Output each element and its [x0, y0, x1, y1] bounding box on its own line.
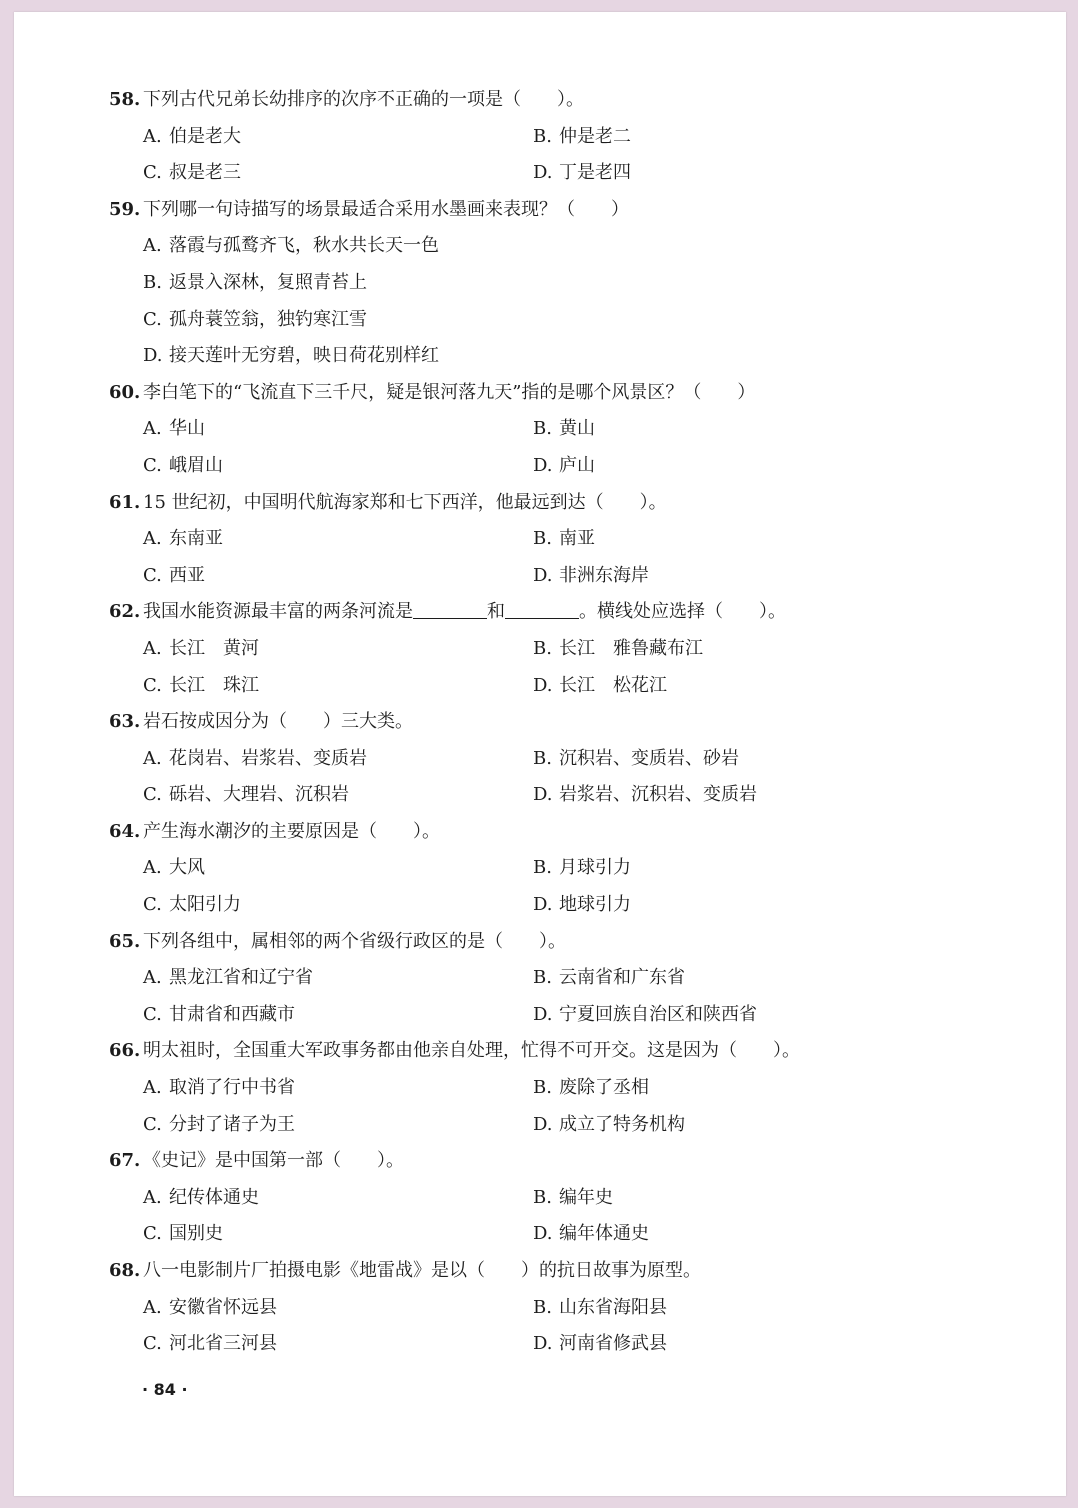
- option-label: D.: [533, 162, 553, 184]
- question-number: 58.: [109, 89, 141, 110]
- option-label: B.: [533, 857, 552, 879]
- option-row: [109, 741, 1009, 778]
- option-c: [143, 155, 241, 192]
- option-row: [109, 448, 1009, 485]
- question-stem: [109, 704, 1009, 741]
- option-c: [143, 777, 349, 814]
- option-text: 宁夏回族自治区和陕西省: [559, 1003, 757, 1025]
- option-text: 长江 黄河: [169, 637, 259, 659]
- option-row: [109, 631, 1009, 668]
- option-text: 太阳引力: [169, 894, 241, 916]
- question-number: 59.: [109, 198, 141, 220]
- question-number: 66.: [109, 1040, 141, 1062]
- question-59: [109, 192, 1009, 375]
- question-63: [109, 704, 1009, 814]
- question-stem: [109, 1033, 1009, 1070]
- option-label: A.: [143, 528, 162, 550]
- question-stem: [109, 814, 1009, 851]
- question-stem: [109, 192, 1009, 229]
- option-label: D.: [533, 784, 553, 806]
- option-text: 黄山: [559, 418, 595, 440]
- question-text: 李白笔下的“飞流直下三千尺，疑是银河落九天”指的是哪个风景区？（ ）: [143, 381, 756, 403]
- option-label: A.: [143, 125, 162, 147]
- option-label: B.: [533, 637, 552, 659]
- option-text: 返景入深林，复照青苔上: [169, 271, 367, 293]
- option-b: [533, 411, 595, 448]
- option-text: 伯是老大: [169, 125, 241, 147]
- option-b: [143, 265, 367, 302]
- option-label: B.: [533, 967, 552, 989]
- option-label: A.: [143, 747, 162, 769]
- option-row: [109, 338, 1009, 375]
- question-stem: [109, 82, 1009, 119]
- question-text: 下列哪一句诗描写的场景最适合采用水墨画来表现？（ ）: [143, 198, 629, 220]
- option-text: 山东省海阳县: [559, 1296, 667, 1318]
- option-text: 纪传体通史: [169, 1186, 259, 1208]
- option-text: 大风: [169, 857, 205, 879]
- option-text: 花岗岩、岩浆岩、变质岩: [169, 747, 367, 769]
- option-c: [143, 558, 205, 595]
- option-b: [533, 741, 739, 778]
- option-label: A.: [143, 1296, 162, 1318]
- question-text: 明太祖时，全国重大军政事务都由他亲自处理，忙得不可开交。这是因为（ ）。: [143, 1040, 800, 1062]
- question-62: [109, 594, 1009, 704]
- option-text: 取消了行中书省: [169, 1077, 295, 1099]
- option-row: [109, 521, 1009, 558]
- option-row: [109, 1326, 1009, 1363]
- option-label: B.: [533, 1186, 552, 1208]
- option-text: 长江 珠江: [169, 674, 259, 696]
- question-stem: [109, 375, 1009, 412]
- option-text: 砾岩、大理岩、沉积岩: [169, 784, 349, 806]
- option-row: [109, 777, 1009, 814]
- option-c: [143, 1216, 223, 1253]
- option-text: 废除了丞相: [559, 1077, 649, 1099]
- option-label: C.: [143, 1223, 162, 1245]
- option-a: [143, 411, 205, 448]
- option-text: 云南省和广东省: [559, 967, 685, 989]
- question-stem: [109, 924, 1009, 961]
- question-number: 64.: [109, 820, 141, 842]
- option-row: [109, 668, 1009, 705]
- option-d: [533, 448, 595, 485]
- option-text: 岩浆岩、沉积岩、变质岩: [559, 784, 757, 806]
- fill-blank: [505, 598, 579, 619]
- option-label: C.: [143, 308, 162, 330]
- option-text: 峨眉山: [169, 454, 223, 476]
- question-stem: [109, 1143, 1009, 1180]
- option-label: D.: [533, 894, 553, 916]
- option-d: [533, 997, 757, 1034]
- option-a: [143, 521, 223, 558]
- document-page: [14, 12, 1066, 1496]
- option-text: 丁是老四: [559, 162, 631, 184]
- option-label: A.: [143, 235, 162, 257]
- option-row: [109, 887, 1009, 924]
- option-label: B.: [533, 418, 552, 440]
- option-text: 落霞与孤鹜齐飞，秋水共长天一色: [169, 235, 439, 257]
- option-label: B.: [533, 1296, 552, 1318]
- option-a: [143, 741, 367, 778]
- question-list: [109, 82, 1009, 1363]
- option-text: 河南省修武县: [559, 1333, 667, 1355]
- option-a: [143, 119, 241, 156]
- option-d: [533, 1107, 685, 1144]
- option-text: 地球引力: [559, 894, 631, 916]
- question-66: [109, 1033, 1009, 1143]
- question-text: 下列各组中，属相邻的两个省级行政区的是（ ）。: [143, 930, 566, 952]
- option-label: D.: [533, 674, 553, 696]
- option-c: [143, 448, 223, 485]
- option-row: [109, 997, 1009, 1034]
- question-stem: [109, 594, 1009, 631]
- option-label: C.: [143, 1113, 162, 1135]
- option-label: D.: [533, 564, 553, 586]
- option-label: B.: [533, 747, 552, 769]
- question-61: [109, 485, 1009, 595]
- option-text: 庐山: [559, 454, 595, 476]
- question-text: 八一电影制片厂拍摄电影《地雷战》是以（ ）的抗日故事为原型。: [143, 1260, 701, 1281]
- option-c: [143, 1107, 295, 1144]
- option-text: 安徽省怀远县: [169, 1296, 277, 1318]
- option-a: [143, 1290, 277, 1327]
- option-b: [533, 1290, 667, 1327]
- option-label: D.: [533, 1333, 553, 1355]
- option-d: [143, 338, 439, 375]
- option-text: 编年体通史: [559, 1223, 649, 1245]
- option-a: [143, 228, 439, 265]
- question-text: 产生海水潮汐的主要原因是（ ）。: [143, 820, 440, 842]
- option-text: 长江 松花江: [559, 674, 667, 696]
- option-row: [109, 302, 1009, 339]
- option-row: [109, 850, 1009, 887]
- option-row: [109, 265, 1009, 302]
- option-text: 叔是老三: [169, 162, 241, 184]
- option-b: [533, 1180, 613, 1217]
- option-label: C.: [143, 784, 162, 806]
- option-label: B.: [533, 528, 552, 550]
- question-number: 67.: [109, 1150, 141, 1172]
- option-d: [533, 668, 667, 705]
- question-text-part: 我国水能资源最丰富的两条河流是: [143, 601, 413, 623]
- option-label: C.: [143, 1333, 162, 1355]
- option-label: D.: [533, 454, 553, 476]
- question-text-part: 和: [487, 601, 505, 623]
- question-60: [109, 375, 1009, 485]
- option-label: A.: [143, 418, 162, 440]
- option-row: [109, 228, 1009, 265]
- option-row: [109, 411, 1009, 448]
- option-row: [109, 119, 1009, 156]
- fill-blank: [413, 598, 487, 619]
- option-c: [143, 887, 241, 924]
- option-text: 长江 雅鲁藏布江: [559, 637, 703, 659]
- option-label: A.: [143, 967, 162, 989]
- option-text: 分封了诸子为王: [169, 1113, 295, 1135]
- option-c: [143, 668, 259, 705]
- option-text: 河北省三河县: [169, 1333, 277, 1355]
- question-64: [109, 814, 1009, 924]
- option-text: 西亚: [169, 564, 205, 586]
- question-stem: [109, 485, 1009, 522]
- option-b: [533, 631, 703, 668]
- option-c: [143, 997, 295, 1034]
- question-number: 65.: [109, 930, 141, 952]
- option-text: 国别史: [169, 1223, 223, 1245]
- option-label: A.: [143, 1077, 162, 1099]
- option-text: 南亚: [559, 528, 595, 550]
- option-row: [109, 1070, 1009, 1107]
- option-c: [143, 1326, 277, 1363]
- question-67: [109, 1143, 1009, 1253]
- question-number: 60.: [109, 381, 141, 403]
- option-label: C.: [143, 162, 162, 184]
- option-label: C.: [143, 894, 162, 916]
- option-d: [533, 155, 631, 192]
- question-number: 63.: [109, 711, 141, 733]
- option-text: 仲是老二: [559, 125, 631, 147]
- question-68: [109, 1253, 1009, 1363]
- question-text: 15 世纪初，中国明代航海家郑和七下西洋，他最远到达（ ）。: [143, 491, 667, 513]
- question-text: 岩石按成因分为（ ）三大类。: [143, 711, 413, 733]
- option-label: D.: [533, 1223, 553, 1245]
- option-b: [533, 1070, 649, 1107]
- option-label: D.: [533, 1113, 553, 1135]
- option-d: [533, 1216, 649, 1253]
- option-label: B.: [143, 271, 162, 293]
- option-a: [143, 960, 313, 997]
- option-b: [533, 521, 595, 558]
- question-number: 68.: [109, 1260, 141, 1281]
- option-text: 孤舟蓑笠翁，独钓寒江雪: [169, 308, 367, 330]
- option-text: 华山: [169, 418, 205, 440]
- option-row: [109, 1216, 1009, 1253]
- option-b: [533, 960, 685, 997]
- option-row: [109, 1107, 1009, 1144]
- option-row: [109, 1290, 1009, 1327]
- option-row: [109, 960, 1009, 997]
- option-b: [533, 850, 631, 887]
- option-label: B.: [533, 1077, 552, 1099]
- option-label: C.: [143, 674, 162, 696]
- option-text: 接天莲叶无穷碧，映日荷花别样红: [169, 345, 439, 367]
- question-text: 《史记》是中国第一部（ ）。: [143, 1150, 404, 1172]
- option-label: B.: [533, 125, 552, 147]
- question-stem: [109, 1253, 1009, 1290]
- option-label: A.: [143, 857, 162, 879]
- option-label: A.: [143, 637, 162, 659]
- option-text: 编年史: [559, 1186, 613, 1208]
- option-d: [533, 1326, 667, 1363]
- option-row: [109, 155, 1009, 192]
- question-65: [109, 924, 1009, 1034]
- option-row: [109, 1180, 1009, 1217]
- option-text: 甘肃省和西藏市: [169, 1003, 295, 1025]
- option-label: D.: [143, 345, 163, 367]
- option-label: C.: [143, 454, 162, 476]
- option-text: 东南亚: [169, 528, 223, 550]
- option-label: A.: [143, 1186, 162, 1208]
- option-label: C.: [143, 1003, 162, 1025]
- option-label: C.: [143, 564, 162, 586]
- option-text: 月球引力: [559, 857, 631, 879]
- option-d: [533, 777, 757, 814]
- question-text: 下列古代兄弟长幼排序的次序不正确的一项是（ ）。: [143, 89, 584, 110]
- question-number: 62.: [109, 601, 141, 623]
- question-number: 61.: [109, 491, 141, 513]
- option-c: [143, 302, 367, 339]
- page-number: · 84 ·: [142, 1380, 188, 1399]
- option-a: [143, 631, 259, 668]
- option-a: [143, 1070, 295, 1107]
- question-text-part: 。横线处应选择（ ）。: [579, 601, 786, 623]
- question-58: [109, 82, 1009, 192]
- option-b: [533, 119, 631, 156]
- option-text: 黑龙江省和辽宁省: [169, 967, 313, 989]
- option-row: [109, 558, 1009, 595]
- option-a: [143, 1180, 259, 1217]
- option-text: 成立了特务机构: [559, 1113, 685, 1135]
- option-a: [143, 850, 205, 887]
- option-text: 非洲东海岸: [559, 564, 649, 586]
- option-d: [533, 558, 649, 595]
- option-text: 沉积岩、变质岩、砂岩: [559, 747, 739, 769]
- option-label: D.: [533, 1003, 553, 1025]
- option-d: [533, 887, 631, 924]
